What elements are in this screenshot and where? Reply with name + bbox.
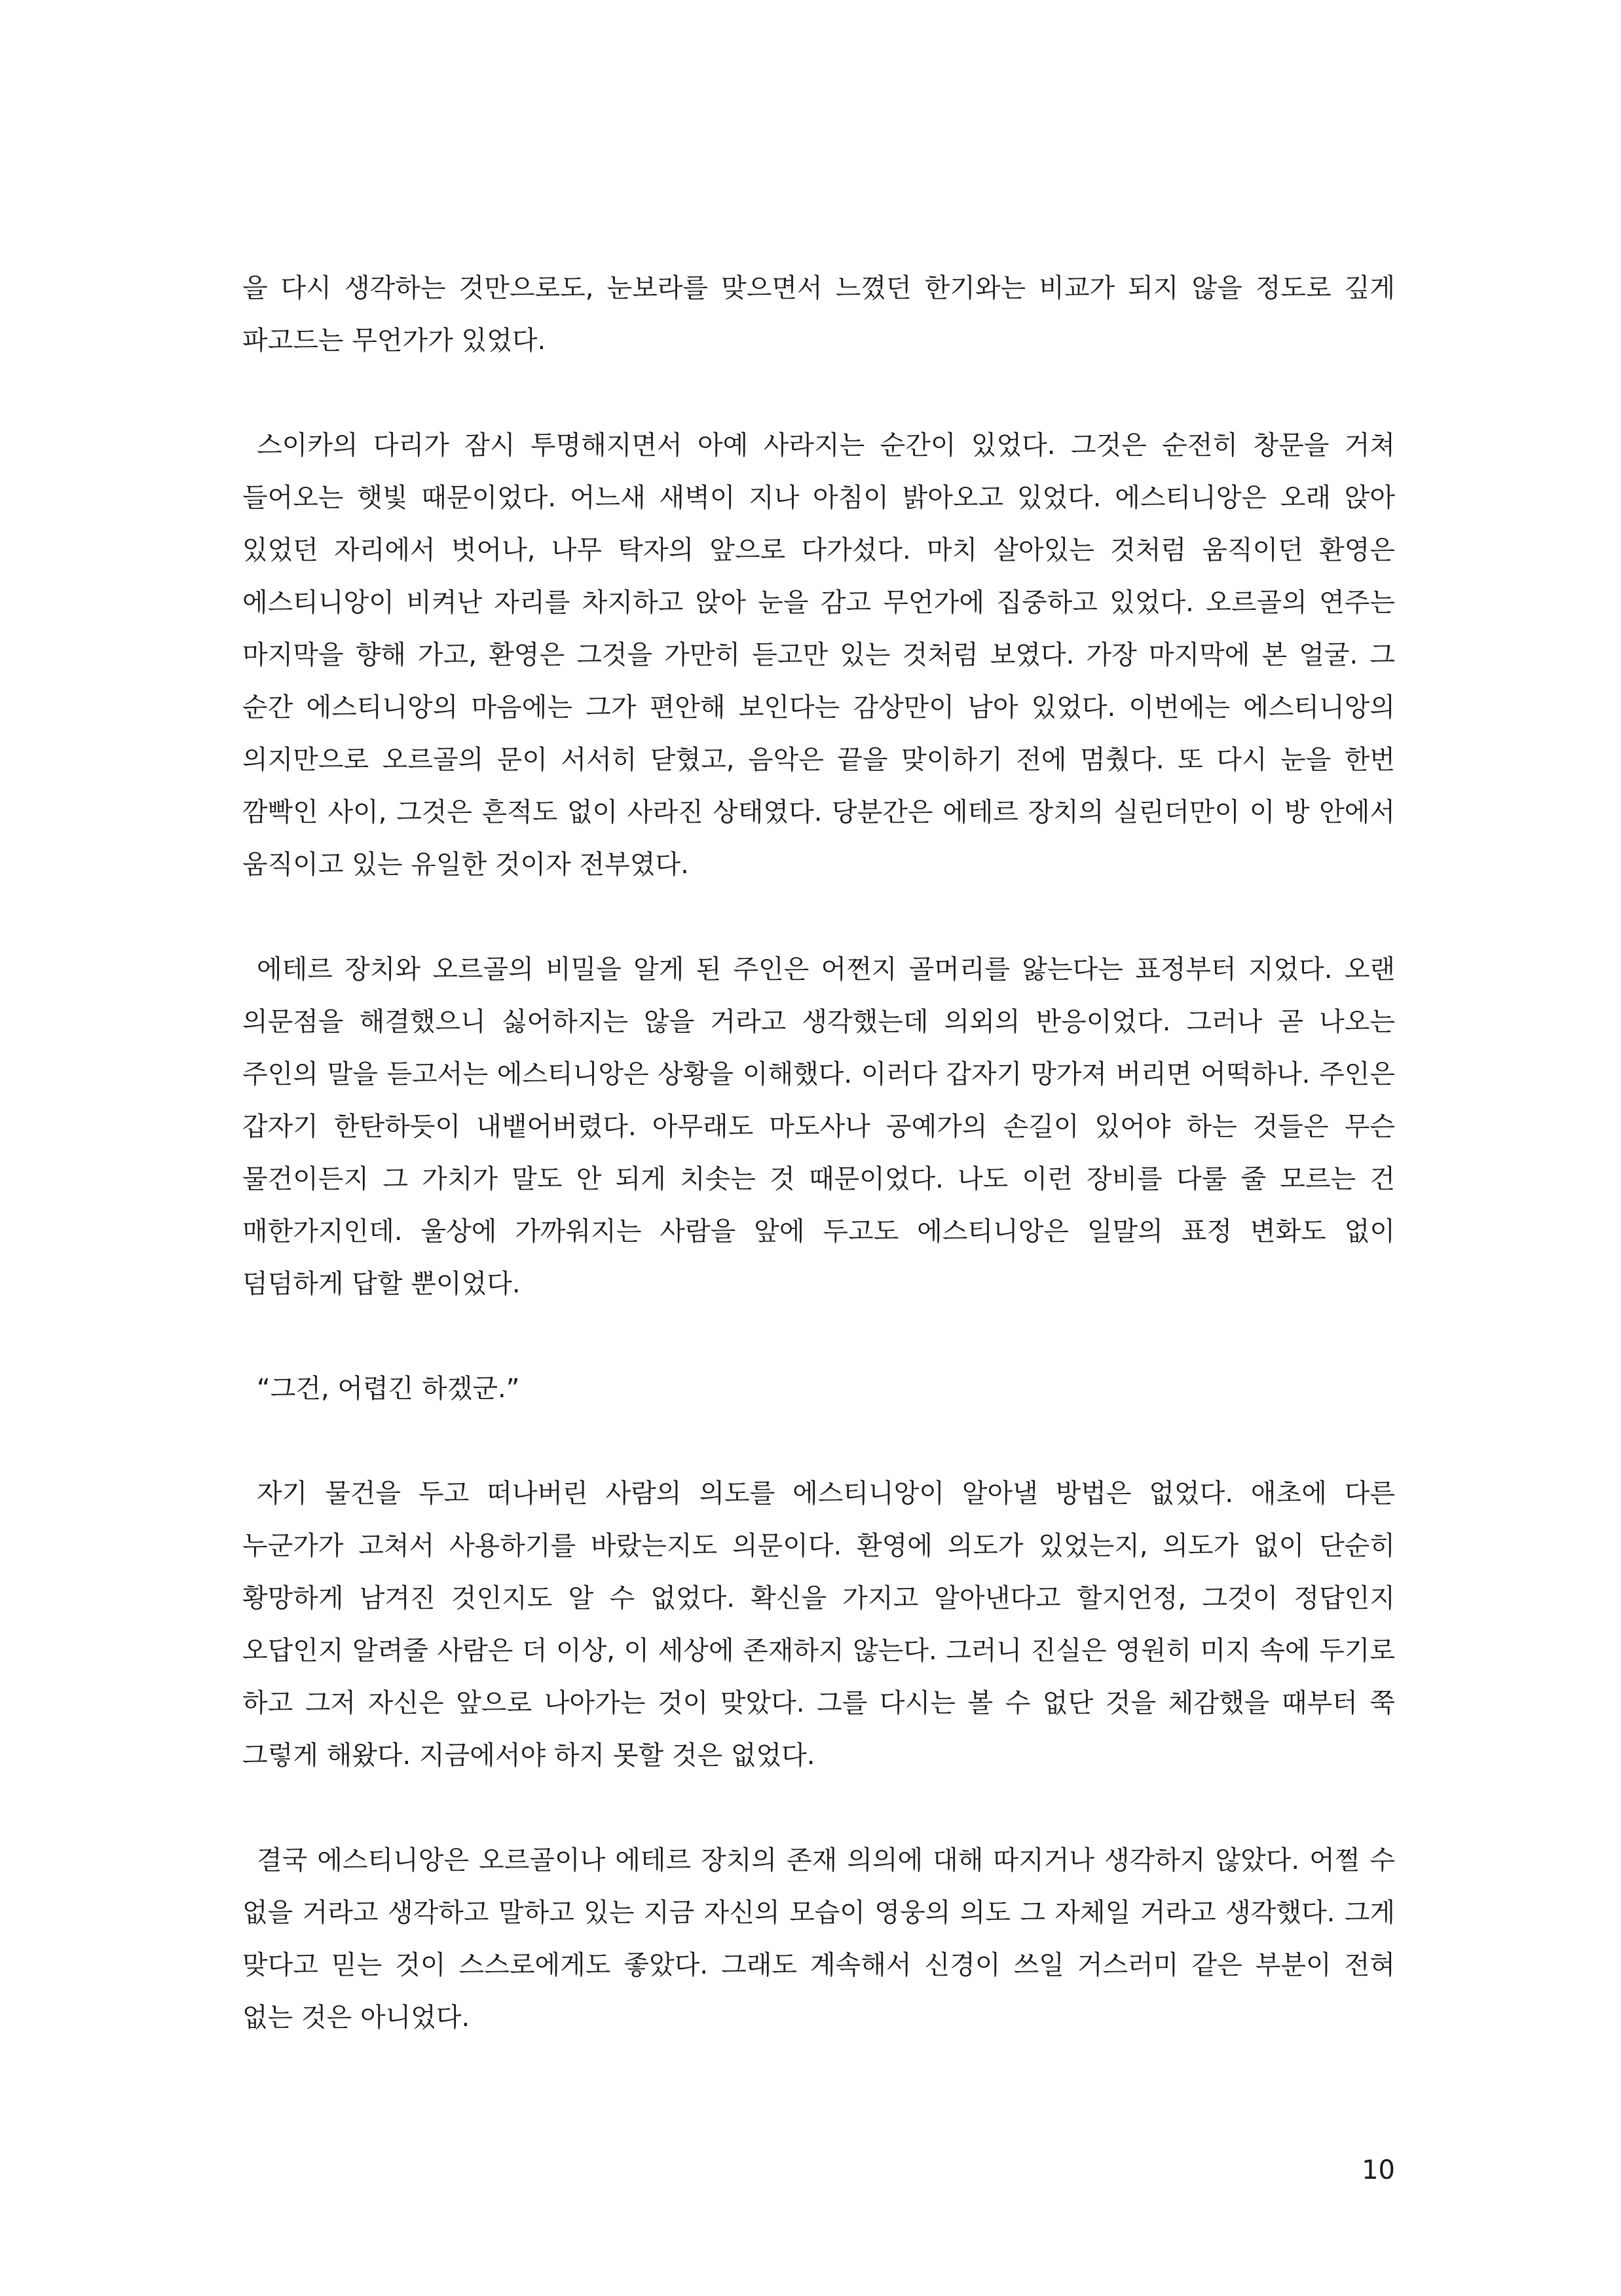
paragraph: 결국 에스티니앙은 오르골이나 에테르 장치의 존재 의의에 대해 따지거나 생각하지 않았다. 어쩔 수 없을 거라고 생각하고 말하고 있는 지금 자신의 모습이 영웅의 의도 그 자체일 거라고 생각했다. 그게 맞다고 믿는 것이 스스로에게도 좋았다. 그래도 계속해서 신경이 쓰일 거스러미 같은 부분이 전혀 없는 것은 아니었다. [242, 1845, 1395, 2033]
paragraph: 자기 물건을 두고 떠나버린 사람의 의도를 에스티니앙이 알아낼 방법은 없었다. 애초에 다른 누군가가 고쳐서 사용하기를 바랐는지도 의문이다. 환영에 의도가 있었는지, 의도가 없이 단순히 황망하게 남겨진 것인지도 알 수 없었다. 확신을 가지고 알아낸다고 할지언정, 그것이 정답인지 오답인지 알려줄 사람은 더 이상, 이 세상에 존재하지 않는다. 그러니 진실은 영원히 미지 속에 두기로 하고 그저 자신은 앞으로 나아가는 것이 맞았다. 그를 다시는 볼 수 없단 것을 체감했을 때부터 쭉 그렇게 해왔다. 지금에서야 하지 못할 것은 없었다. [242, 1478, 1395, 1771]
paragraph-continuation: 을 다시 생각하는 것만으로도, 눈보라를 맞으면서 느꼈던 한기와는 비교가 되지 않을 정도로 깊게 파고드는 무언가가 있었다. [242, 273, 1395, 356]
paragraph: 스이카의 다리가 잠시 투명해지면서 아예 사라지는 순간이 있었다. 그것은 순전히 창문을 거쳐 들어오는 햇빛 때문이었다. 어느새 새벽이 지나 아침이 밝아오고 있었다. 에스티니앙은 오래 앉아 있었던 자리에서 벗어나, 나무 탁자의 앞으로 다가섰다. 마치 살아있는 것처럼 움직이던 환영은 에스티니앙이 비켜난 자리를 차지하고 앉아 눈을 감고 무언가에 집중하고 있었다. 오르골의 연주는 마지막을 향해 가고, 환영은 그것을 가만히 듣고만 있는 것처럼 보였다. 가장 마지막에 본 얼굴. 그 순간 에스티니앙의 마음에는 그가 편안해 보인다는 감상만이 남아 있었다. 이번에는 에스티니앙의 의지만으로 오르골의 문이 서서히 닫혔고, 음악은 끝을 맞이하기 전에 멈췄다. 또 다시 눈을 한번 깜빡인 사이, 그것은 흔적도 없이 사라진 상태였다. 당분간은 에테르 장치의 실린더만이 이 방 안에서 움직이고 있는 유일한 것이자 전부였다. [242, 430, 1395, 880]
paragraph: 에테르 장치와 오르골의 비밀을 알게 된 주인은 어쩐지 골머리를 앓는다는 표정부터 지었다. 오랜 의문점을 해결했으니 싫어하지는 않을 거라고 생각했는데 의외의 반응이었다. 그러나 곧 나오는 주인의 말을 듣고서는 에스티니앙은 상황을 이해했다. 이러다 갑자기 망가져 버리면 어떡하나. 주인은 갑자기 한탄하듯이 내뱉어버렸다. 아무래도 마도사나 공예가의 손길이 있어야 하는 것들은 무슨 물건이든지 그 가치가 말도 안 되게 치솟는 것 때문이었다. 나도 이런 장비를 다룰 줄 모르는 건 매한가지인데. 울상에 가까워지는 사람을 앞에 두고도 에스티니앙은 일말의 표정 변화도 없이 덤덤하게 답할 뿐이었다. [242, 954, 1395, 1299]
dialogue-line: “그건, 어렵긴 하겠군.” [257, 1374, 520, 1404]
page-number: 10 [1362, 2155, 1395, 2185]
body-text [242, 262, 1395, 2096]
